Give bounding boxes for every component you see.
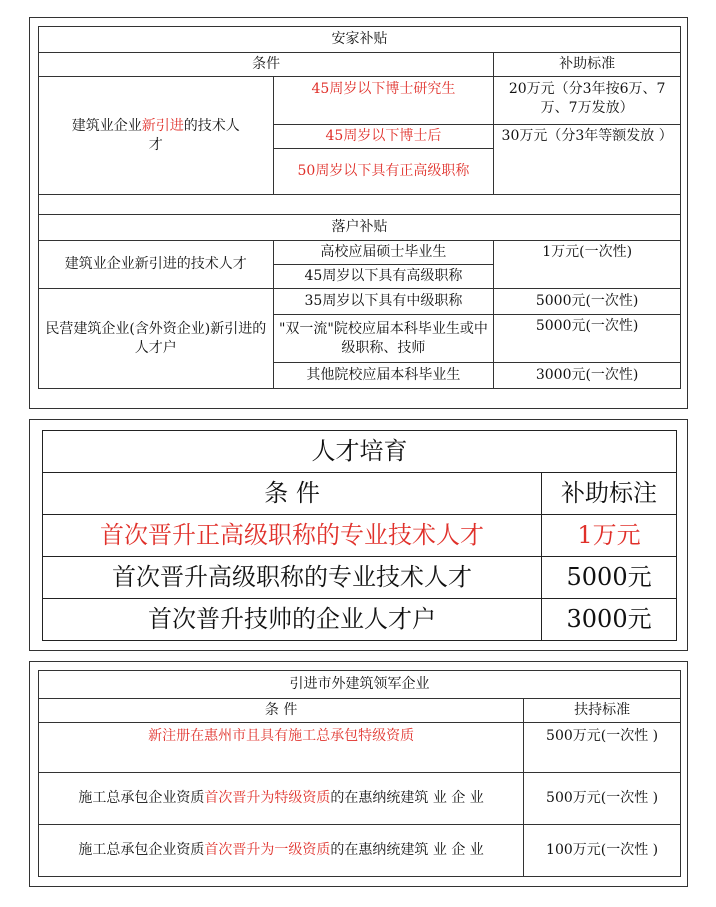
col-standard: 补助标注	[542, 473, 677, 515]
cond-other-grad: 其他院校应届本科毕业生	[273, 363, 494, 389]
amount-postdoc: 30万元（分3年等额发放 ）	[494, 125, 681, 195]
amount-special-grade: 500万元(一次性 )	[524, 773, 681, 825]
cond-highlight: 首次晋升为特级资质	[204, 790, 331, 807]
leading-title: 引进市外建筑领军企业	[39, 671, 681, 699]
cond-text: 施工总承包企业资质	[78, 842, 205, 859]
amount-master: 1万元(一次性)	[494, 241, 681, 289]
cond-phd-research: 45周岁以下博士研究生	[273, 77, 494, 125]
col-condition: 条 件	[39, 699, 524, 723]
cond-new-registered: 新注册在惠州市且具有施工总承包特级资质	[39, 723, 524, 773]
cond-special-grade	[39, 773, 524, 825]
cond-mid-35: 35周岁以下具有中级职称	[273, 289, 494, 315]
cond-master-grad: 高校应届硕士毕业生	[273, 241, 494, 265]
group-new-tech-talent	[39, 77, 274, 195]
cond-first-technician: 首次普升技帅的企业人才户	[43, 599, 542, 641]
col-condition: 条 件	[43, 473, 542, 515]
cond-text: 的在惠纳统建筑 业 企 业	[330, 842, 484, 859]
amount-other-grad: 3000元(一次性)	[494, 363, 681, 389]
cond-postdoc: 45周岁以下博士后	[273, 125, 494, 149]
cond-text: 施工总承包企业资质	[78, 790, 205, 807]
label-part: 建筑业企业	[71, 117, 142, 134]
leading-enterprise-table	[38, 670, 681, 877]
cond-senior-45: 45周岁以下具有高级职称	[273, 265, 494, 289]
housing-subsidy-panel	[29, 17, 688, 409]
cond-senior-title: 50周岁以下具有正高级职称	[273, 149, 494, 195]
amount-first-senior: 5000元	[542, 557, 677, 599]
group-private-enterprise: 民营建筑企业(含外资企业)新引进的人才户	[39, 289, 274, 389]
label-part: 才	[148, 136, 163, 153]
leading-enterprise-panel	[29, 661, 688, 887]
cond-first-grade	[39, 825, 524, 877]
amount-first-grade: 100万元(一次性 )	[524, 825, 681, 877]
spacer-row	[39, 195, 681, 215]
col-standard: 扶持标准	[524, 699, 681, 723]
group-settle-tech-talent: 建筑业企业新引进的技术人才	[39, 241, 274, 289]
cond-highlight: 首次晋升为一级资质	[204, 842, 331, 859]
cond-first-senior-prof: 首次晋升正高级职称的专业技术人才	[43, 515, 542, 557]
amount-double-first: 5000元(一次性)	[494, 315, 681, 363]
label-part: 的技术人	[183, 117, 240, 134]
cultivation-title: 人才培育	[43, 431, 677, 473]
col-standard: 补助标准	[494, 53, 681, 77]
talent-cultivation-panel	[29, 419, 688, 651]
settle-title: 落户补贴	[39, 215, 681, 241]
cond-double-first: "双一流"院校应届本科毕业生或中级职称、技师	[273, 315, 494, 363]
amount-first-technician: 3000元	[542, 599, 677, 641]
housing-title: 安家补贴	[39, 27, 681, 53]
cond-first-senior: 首次晋升高级职称的专业技术人才	[43, 557, 542, 599]
housing-subsidy-table	[38, 26, 681, 389]
amount-first-senior-prof: 1万元	[542, 515, 677, 557]
amount-mid-35: 5000元(一次性)	[494, 289, 681, 315]
amount-phd-research: 20万元（分3年按6万、7万、7万发放）	[494, 77, 681, 125]
cond-text: 的在惠纳统建筑 业 企 业	[330, 790, 484, 807]
talent-cultivation-table	[42, 430, 677, 641]
amount-new-registered: 500万元(一次性 )	[524, 723, 681, 773]
col-condition: 条件	[39, 53, 494, 77]
label-highlight: 新引进	[141, 117, 184, 134]
